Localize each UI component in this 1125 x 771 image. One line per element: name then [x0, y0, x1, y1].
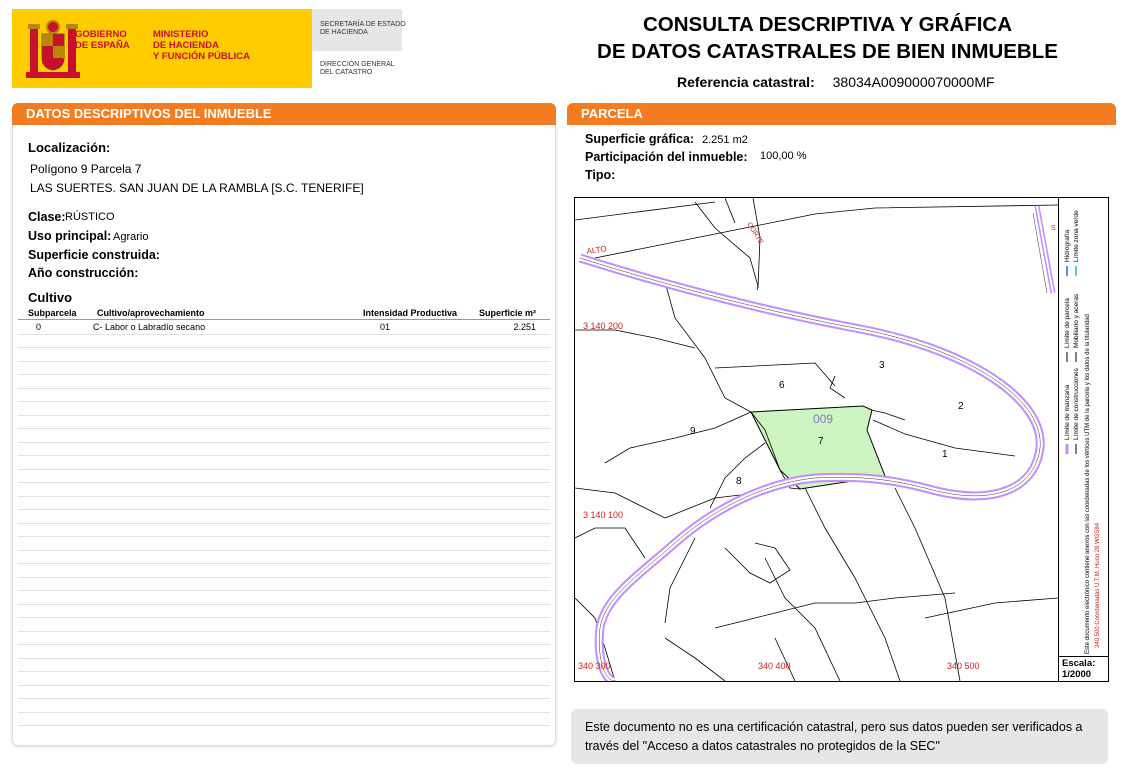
coat-of-arms-icon	[24, 20, 82, 84]
table-row-empty	[18, 524, 550, 538]
cultivo-table-header	[18, 308, 550, 320]
ministerio-label: MINISTERIO DE HACIENDA Y FUNCIÓN PÚBLICA	[153, 29, 250, 62]
legend-text-2: Mobiliario y aceras	[1073, 293, 1080, 348]
cell-intensidad: 01	[380, 322, 391, 332]
col-superficie: Superficie m²	[479, 308, 537, 318]
localizacion-line2: LAS SUERTES. SAN JUAN DE LA RAMBLA [S.C. TENERIFE]	[30, 181, 364, 195]
secretaria-label: SECRETARÍA DE ESTADO DE HACIENDA	[320, 21, 406, 36]
legend-note: Este documento electrónico contiene anexos con las coordenadas de los vértices UTM de la parcela y los datos de la titularidad	[1085, 314, 1091, 654]
table-row-empty	[18, 713, 550, 727]
reference-label: Referencia catastral:	[677, 74, 815, 90]
superficie-grafica-label: Superficie gráfica:	[585, 132, 695, 146]
parcel-number-8: 8	[736, 476, 742, 487]
legend-text-1: Límite de parcela	[1064, 298, 1071, 348]
scale-box: Escala: 1/2000	[1058, 656, 1108, 681]
superficie-construida-label: Superficie construida:	[28, 248, 160, 262]
table-row-empty	[18, 497, 550, 511]
coord-x2-label: 340 400	[758, 661, 791, 671]
localizacion-line1: Polígono 9 Parcela 7	[30, 162, 142, 176]
place-corte-label: CORTE	[745, 221, 765, 246]
parcela-section-header: PARCELA	[567, 103, 1116, 125]
coord-y2-label: 3 140 100	[583, 510, 624, 520]
table-row-empty	[18, 402, 550, 416]
descriptive-section-prefix: DATOS DESCRIPTIVOS DEL	[26, 106, 204, 121]
table-row-empty	[18, 429, 550, 443]
place-alto-label: ALTO	[586, 244, 608, 256]
reference-value[interactable]: 38034A009000070000MF	[832, 74, 995, 90]
table-row-empty	[18, 483, 550, 497]
table-row-empty	[18, 456, 550, 470]
table-row-empty	[18, 551, 550, 565]
table-row-empty	[18, 348, 550, 362]
place-s-label: S	[1051, 225, 1056, 232]
table-row-empty	[18, 335, 550, 349]
coord-x3-label: 340 500	[947, 661, 980, 671]
map-drawing	[575, 198, 1058, 681]
parcel-number-3: 3	[879, 360, 885, 371]
cell-cultivo: C- Labor o Labradío secano	[93, 322, 206, 332]
participacion-label: Participación del inmueble:	[585, 150, 748, 164]
cadastral-map[interactable]	[574, 197, 1109, 682]
table-row-empty	[18, 672, 550, 686]
parcel-number-2: 2	[958, 401, 964, 412]
table-row-empty	[18, 389, 550, 403]
table-row-empty	[18, 470, 550, 484]
cultivo-title: Cultivo	[28, 290, 73, 305]
legend-text-5: Límite de manzana	[1064, 384, 1071, 440]
direccion-label: DIRECCIÓN GENERAL DEL CATASTRO	[320, 61, 395, 76]
table-row-empty	[18, 537, 550, 551]
col-intensidad: Intensidad Productiva	[363, 308, 458, 318]
localizacion-label: Localización:	[28, 140, 111, 155]
table-row	[18, 321, 550, 335]
uso-label: Uso principal:	[28, 229, 112, 243]
participacion-value: 100,00 %	[760, 150, 807, 162]
reference-row	[677, 74, 995, 90]
col-cultivo: Cultivo/aprovechamiento	[97, 308, 205, 318]
table-row-empty	[18, 578, 550, 592]
col-subparcela: Subparcela	[28, 308, 77, 318]
table-row-empty	[18, 686, 550, 700]
cell-superficie: 2.251	[513, 322, 536, 332]
table-row-empty	[18, 591, 550, 605]
table-row-empty	[18, 605, 550, 619]
parcel-number-1: 1	[942, 449, 948, 460]
cultivo-table-body	[18, 321, 550, 739]
coord-y1-label: 3 140 200	[583, 321, 624, 331]
legend-text-4: Límite zona verde	[1073, 210, 1080, 262]
document-title: CONSULTA DESCRIPTIVA Y GRÁFICA DE DATOS CATASTRALES DE BIEN INMUEBLE	[597, 13, 1058, 63]
parcel-number-6: 6	[779, 380, 785, 391]
parcel-number-9: 9	[690, 426, 696, 437]
parcel-number-7: 7	[818, 436, 824, 447]
clase-label: Clase:	[28, 210, 66, 224]
legend-drawing	[1059, 198, 1109, 656]
legend-coords: 340.500 Coordenadas U.T.M. Huso 28 WGS84	[1095, 522, 1101, 648]
table-row-empty	[18, 443, 550, 457]
descriptive-section-header	[12, 103, 556, 125]
cell-subparcela: 0	[36, 322, 42, 332]
table-row-empty	[18, 659, 550, 673]
verification-note: Este documento no es una certificación catastral, pero sus datos pueden ser verificados a través del "Acceso a datos catastrales no protegidos de la SEC"	[571, 709, 1108, 764]
clase-value: RÚSTICO	[65, 211, 115, 223]
gobierno-label: GOBIERNO DE ESPAÑA	[75, 29, 130, 51]
legend-text-3: Hidrografía	[1064, 229, 1071, 262]
table-row-empty	[18, 618, 550, 632]
descriptive-section-bold: INMUEBLE	[203, 106, 272, 121]
table-row-empty	[18, 564, 550, 578]
table-row-empty	[18, 510, 550, 524]
highlight-code-label: 009	[813, 412, 834, 426]
map-legend	[1058, 198, 1108, 656]
tipo-label: Tipo:	[585, 168, 616, 182]
superficie-grafica-value: 2.251 m2	[702, 134, 748, 146]
uso-value: Agrario	[113, 231, 149, 243]
table-row-empty	[18, 699, 550, 713]
table-row-empty	[18, 632, 550, 646]
legend-text-6: Límite de construcciones	[1073, 368, 1080, 440]
anio-construccion-label: Año construcción:	[28, 266, 139, 280]
table-row-empty	[18, 375, 550, 389]
coord-x1-label: 340 300	[578, 661, 611, 671]
table-row-empty	[18, 362, 550, 376]
table-row-empty	[18, 645, 550, 659]
table-row-empty	[18, 416, 550, 430]
